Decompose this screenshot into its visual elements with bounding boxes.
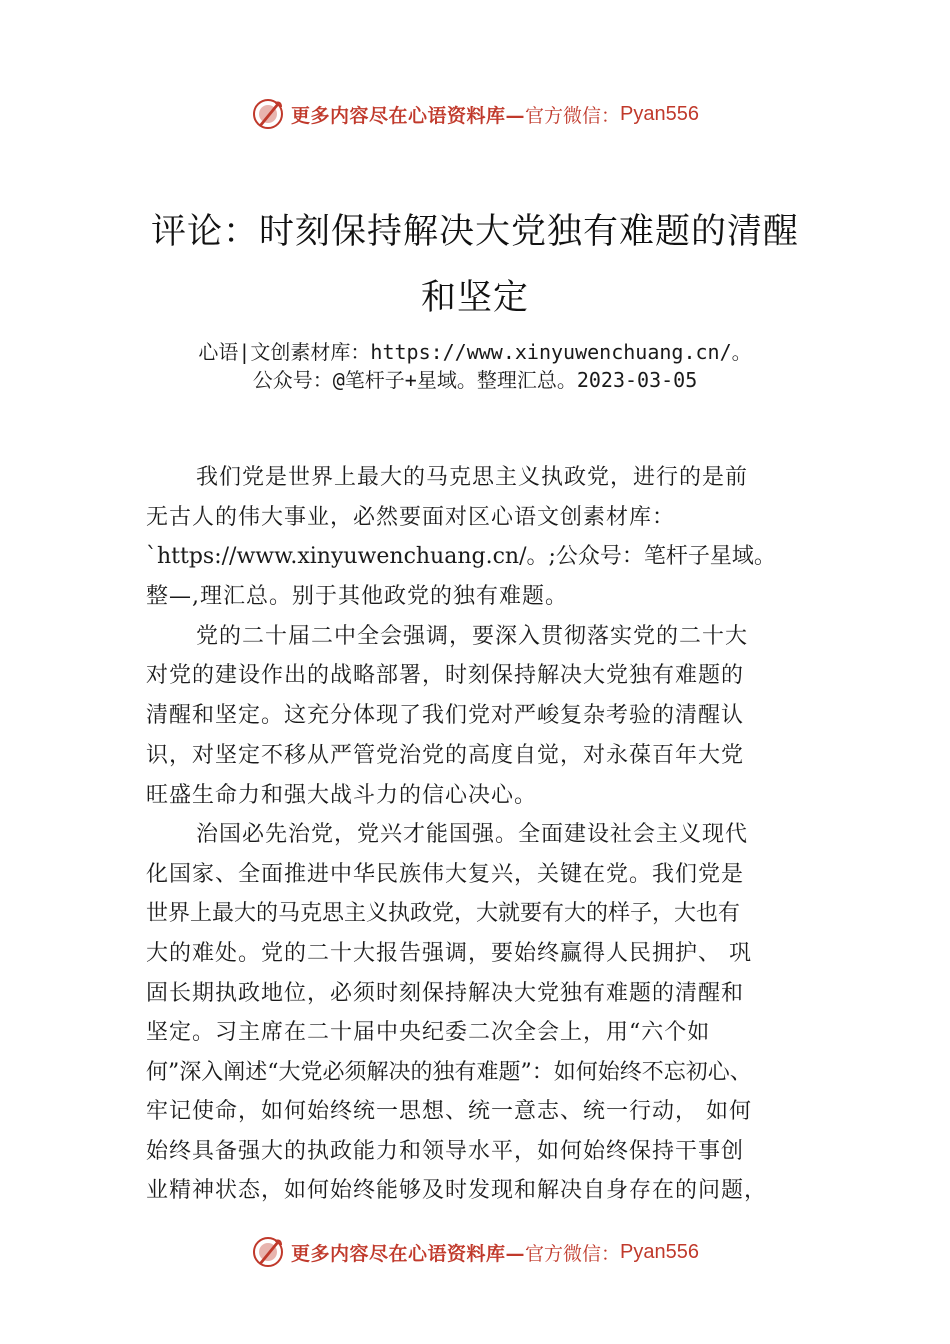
body-line: 世界上最大的马克思主义执政党，大就要有大的样子，大也有 (146, 901, 741, 926)
banner-text: 更多内容尽在心语资料库— (291, 104, 526, 127)
body-line: 何”深入阐述“大党必须解决的独有难题”：如何始终不忘初心、 (146, 1060, 752, 1085)
banner-wechat-id: Pyan556 (620, 1240, 699, 1263)
body-line: 治国必先治党，党兴才能国强。全面建设社会主义现代 (196, 822, 749, 847)
banner-wechat-label: 官方微信： (525, 104, 621, 127)
body-line: 牢记使命，如何始终统一思想、统一意志、统一行动， 如何 (146, 1099, 752, 1124)
quill-seal-icon (251, 1235, 285, 1269)
body-line: 化国家、全面推进中华民族伟大复兴，关键在党。我们党是 (146, 862, 745, 887)
body-line: 大的难处。党的二十大报告强调，要始终赢得人民拥护、 巩 (146, 941, 752, 966)
body-line: 业精神状态，如何始终能够及时发现和解决自身存在的问题， (146, 1178, 768, 1203)
body-line: 整—,理汇总。别于其他政党的独有难题。 (146, 584, 568, 609)
document-title-line-2: 和坚定 (420, 278, 529, 318)
banner-wechat-id: Pyan556 (620, 102, 699, 125)
body-line: 清醒和坚定。这充分体现了我们党对严峻复杂考验的清醒认 (146, 703, 745, 728)
banner-text: 更多内容尽在心语资料库— (291, 1242, 526, 1265)
body-line: 旺盛生命力和强大战斗力的信心决心。 (146, 783, 538, 808)
body-line: 始终具备强大的执政能力和领导水平，如何始终保持干事创 (146, 1139, 745, 1164)
banner-wechat-label: 官方微信： (525, 1242, 621, 1265)
body-line: 党的二十届二中全会强调，要深入贯彻落实党的二十大 (196, 624, 749, 649)
body-line: 坚定。习主席在二十届中央纪委二次全会上，用“六个如 (146, 1020, 711, 1045)
body-line: 无古人的伟大事业，必然要面对区心语文创素材库： (146, 505, 676, 530)
source-line-1: 心语|文创素材库：https://www.xinyuwenchuang.cn/。 (198, 340, 752, 364)
body-line: 识，对坚定不移从严管党治党的高度自觉，对永葆百年大党 (146, 743, 745, 768)
body-line: 对党的建设作出的战略部署，时刻保持解决大党独有难题的 (146, 663, 745, 688)
document-title-line-1: 评论：时刻保持解决大党独有难题的清醒 (150, 212, 799, 252)
source-line-2: 公众号：@笔杆子+星域。整理汇总。2023-03-05 (252, 368, 698, 392)
footer-banner (0, 1232, 950, 1272)
body-line: 固长期执政地位，必须时刻保持解决大党独有难题的清醒和 (146, 981, 745, 1006)
body-line: 我们党是世界上最大的马克思主义执政党，进行的是前 (196, 465, 749, 490)
body-line: `https://www.xinyuwenchuang.cn/。;公众号：笔杆子星域。 (146, 544, 776, 569)
